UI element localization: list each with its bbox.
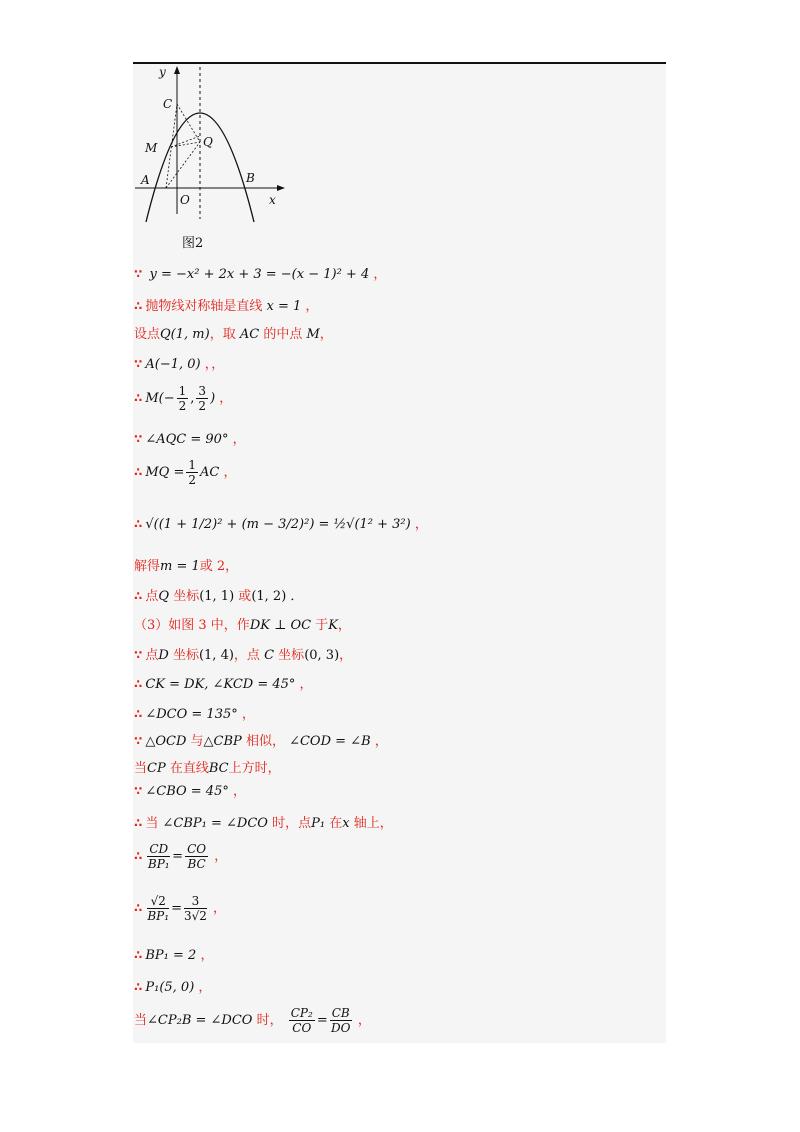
label-Q: Q: [203, 135, 213, 149]
math: Q(1, m): [160, 327, 210, 342]
line-23: 当∠CP₂B = ∠DCO 时， $\frac{\text{CP₂}}{CO}$ = $\frac{CB}{DO}$ ，: [134, 1006, 371, 1035]
because-symbol: ∵: [134, 267, 143, 281]
label-A: A: [141, 173, 150, 187]
label-B: B: [246, 171, 255, 185]
text: 解得: [134, 559, 161, 574]
segment-MQ: [171, 142, 200, 147]
label-x: x: [269, 193, 276, 207]
punctuation: ，: [223, 465, 237, 480]
because-symbol: ∵: [134, 648, 143, 662]
text: 设点: [134, 327, 161, 342]
therefore-symbol: ∴: [134, 299, 143, 313]
punctuation: ，: [414, 517, 428, 532]
text: 点: [145, 589, 159, 604]
therefore-symbol: ∴: [134, 589, 143, 603]
label-C: C: [163, 97, 173, 111]
line-7: ∴ MQ = $\frac{1}{2}$ AC ，: [134, 458, 237, 487]
line-2: [134, 295, 318, 314]
equation: x = 1: [266, 299, 302, 314]
punctuation: ，: [219, 391, 233, 406]
line-15: ∵ △OCD 与△CBP 相似， ∠COD = ∠B ，: [134, 734, 388, 749]
therefore-symbol: ∴: [134, 677, 143, 691]
therefore-symbol: ∴: [134, 816, 143, 830]
segment-AQ: [166, 142, 200, 188]
fraction: $\frac{1}{2}$: [188, 458, 196, 487]
line-10: ∴ 点Q 坐标(1, 1) 或(1, 2) ．: [134, 589, 304, 604]
punctuation: ，: [305, 299, 319, 314]
therefore-symbol: ∴: [134, 849, 143, 863]
figure-caption: 图2: [182, 236, 204, 251]
therefore-symbol: ∴: [134, 980, 143, 994]
line-1: [134, 263, 386, 282]
label-M: M: [145, 141, 158, 155]
line-22: ∴ P₁(5, 0) ，: [134, 980, 212, 995]
math: AC: [239, 327, 260, 342]
segment-MQ-2: [171, 136, 200, 147]
punctuation: ，，: [204, 357, 225, 372]
equation: y = −x² + 2x + 3 = −(x − 1)² + 4: [149, 267, 370, 282]
y-axis-arrow: [174, 66, 180, 74]
math: M(−: [145, 391, 175, 406]
punctuation: ，: [373, 267, 387, 282]
line-3: [134, 323, 333, 342]
label-y: y: [159, 65, 166, 79]
math: ∠AQC = 90°: [145, 432, 229, 447]
line-8: [134, 513, 428, 532]
line-18: ∴ 当 ∠CBP₁ = ∠DCO 时，点P₁ 在x 轴上，: [134, 816, 393, 831]
therefore-symbol: ∴: [134, 391, 143, 405]
line-14: ∴ ∠DCO = 135° ，: [134, 707, 255, 722]
because-symbol: ∵: [134, 734, 143, 748]
text: 或 2，: [199, 559, 239, 574]
text: （3）如图 3 中，作: [134, 618, 250, 633]
fraction: $\frac{3}{2}$: [198, 384, 207, 413]
x-axis-arrow: [277, 185, 285, 191]
therefore-symbol: ∴: [134, 517, 143, 531]
text: 抛物线对称轴是直线: [145, 299, 263, 314]
because-symbol: ∵: [134, 432, 143, 446]
therefore-symbol: ∴: [134, 465, 143, 479]
math: m = 1: [160, 559, 200, 574]
punctuation: ，: [319, 327, 333, 342]
because-symbol: ∵: [134, 784, 143, 798]
text: 的中点: [263, 327, 303, 342]
line-11: （3）如图 3 中，作DK ⊥ OC 于K，: [134, 618, 351, 633]
therefore-symbol: ∴: [134, 707, 143, 721]
line-16: 当CP 在直线BC上方时，: [134, 761, 281, 776]
line-5: ∴ M(− $\frac{1}{2}$ , $\frac{3}{2}$ ) ，: [134, 384, 233, 413]
line-6: [134, 428, 246, 447]
line-20: ∴ $\frac{√2}{\text{BP₁}}$ = $\frac{3}{3√2}$ ，: [134, 894, 227, 923]
line-17: ∵ ∠CBO = 45° ，: [134, 784, 247, 799]
fraction: $\frac{1}{2}$: [178, 384, 187, 413]
line-9: [134, 555, 238, 574]
line-19: ∴ $\frac{CD}{\text{BP₁}}$ = $\frac{CO}{BC}$ ，: [134, 842, 228, 871]
line-21: ∴ BP₁ = 2 ，: [134, 948, 214, 963]
math: √((1 + 1/2)² + (m − 3/2)²) = ½√(1² + 3²): [145, 517, 411, 532]
math: M: [306, 327, 320, 342]
therefore-symbol: ∴: [134, 901, 143, 915]
line-4: [134, 353, 224, 372]
line-12: ∵ 点D 坐标(1, 4)，点 C 坐标(0, 3)，: [134, 648, 353, 663]
line-13: ∴ CK = DK, ∠KCD = 45° ，: [134, 677, 313, 692]
because-symbol: ∵: [134, 357, 143, 371]
text: ，取: [209, 327, 236, 342]
math: A(−1, 0): [145, 357, 201, 372]
punctuation: ，: [232, 432, 246, 447]
parabola-figure: [133, 64, 303, 224]
segment-CQ: [177, 104, 200, 142]
label-O: O: [180, 193, 190, 207]
math: MQ =: [145, 465, 185, 480]
therefore-symbol: ∴: [134, 948, 143, 962]
